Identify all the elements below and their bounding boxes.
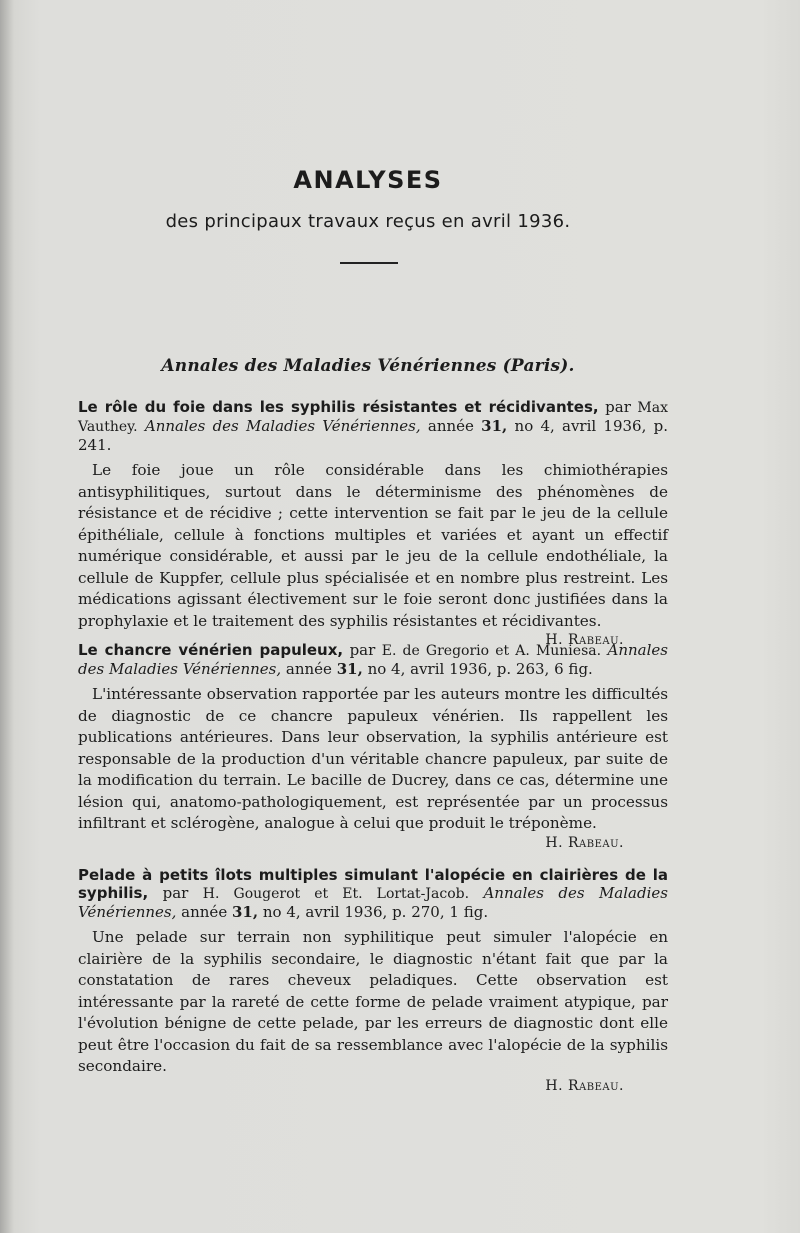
- article-1-issue: no 4, avril 1936, p. 241.: [78, 417, 668, 454]
- article-3-issue: no 4, avril 1936, p. 270,: [262, 903, 445, 921]
- article-3-journal: Annales des Maladies Vénériennes,: [78, 884, 668, 921]
- article-1-volume: 31,: [481, 417, 508, 435]
- article-1-signature: H. Rabeau.: [545, 632, 624, 648]
- article-3-body: Une pelade sur terrain non syphilitique peut simuler l'alopécie en clairière de la syphilis secondaire, le diagnostic n'étant fait que par la constatation de rares cheveux peladiques. Cette observation est intéressante par la rareté de cette forme de pelade vraiment atypique, par l'évolution bénigne de cette pelade, par les erreurs de diagnostic dont elle peut être l'occasion du fait de sa ressemblance avec l'alopécie de la syphilis secondaire.: [78, 928, 668, 1075]
- article-2-authors: E. de Gregorio et A. Muniesa.: [381, 643, 602, 659]
- article-1: [78, 398, 668, 648]
- article-2-extra: 6 fig.: [554, 660, 593, 678]
- article-3-extra: 1 fig.: [449, 903, 489, 921]
- title-divider: [340, 262, 398, 264]
- page-subtitle: des principaux travaux reçus en avril 1936.: [165, 211, 571, 232]
- article-2-body: L'intéressante observation rapportée par les auteurs montre les difficultés de diagnostic de ce chancre papuleux vénérien. Ils rappellent les publications antérieures. Dans leur observation, la syphilis antérieure est responsable de la production d'un véritable chancre papuleux, par suite de la modification du terrain. Le bacille de Ducrey, dans ce cas, détermine une lésion qui, anatomo-pathologiquement, est représentée par un processus infiltrant et sclérogène, analogue à celui que produit le tréponème.: [78, 685, 668, 832]
- article-2-header: [78, 641, 668, 678]
- article-3-volume: 31,: [231, 903, 259, 921]
- article-3-authors: H. Gougerot et Et. Lortat-Jacob.: [202, 886, 470, 902]
- article-2-annee: année: [285, 660, 332, 678]
- article-1-body: Le foie joue un rôle considérable dans les chimiothérapies antisyphilitiques, surtout dans le déterminisme des phénomènes de résistance et de récidive ; cette intervention se fait par le jeu de la cellule épithéliale, cellule à fonctions multiples et variées et ayant un effectif numérique considérable, et aussi par le jeu de la cellule endothéliale, la cellule de Kuppfer, cellule plus spécialisée et en nombre plus restreint. Les médications agissant électivement sur le foie seront donc justifiées dans la prophylaxie et le traitement des syphilis résistantes et récidivantes.: [78, 461, 668, 630]
- article-3-title: Pelade à petits îlots multiples simulant l'alopécie en clairières de la syphilis,: [78, 866, 668, 902]
- article-2-issue: no 4, avril 1936, p. 263,: [367, 660, 550, 678]
- article-3: [78, 866, 668, 1094]
- article-2-title: Le chancre vénérien papuleux,: [78, 641, 344, 659]
- article-2-volume: 31,: [336, 660, 363, 678]
- page-title: ANALYSES: [293, 166, 443, 194]
- article-3-header: [78, 866, 668, 921]
- journal-heading: Annales des Maladies Vénériennes (Paris).: [161, 356, 575, 376]
- article-1-by: par: [605, 398, 631, 416]
- article-1-authors: Max Vauthey.: [78, 400, 668, 435]
- article-1-journal: Annales des Maladies Vénériennes,: [144, 417, 421, 435]
- article-1-annee: année: [427, 417, 474, 435]
- article-3-annee: année: [181, 903, 228, 921]
- article-2-journal: Annales des Maladies Vénériennes,: [78, 641, 668, 678]
- article-3-by: par: [162, 884, 189, 902]
- article-2-by: par: [349, 641, 376, 659]
- article-3-signature: H. Rabeau.: [545, 1077, 624, 1094]
- article-2-signature: H. Rabeau.: [545, 834, 624, 851]
- article-1-title: Le rôle du foie dans les syphilis résistantes et récidivantes,: [78, 398, 599, 416]
- article-2: [78, 641, 668, 851]
- article-1-header: [78, 398, 668, 454]
